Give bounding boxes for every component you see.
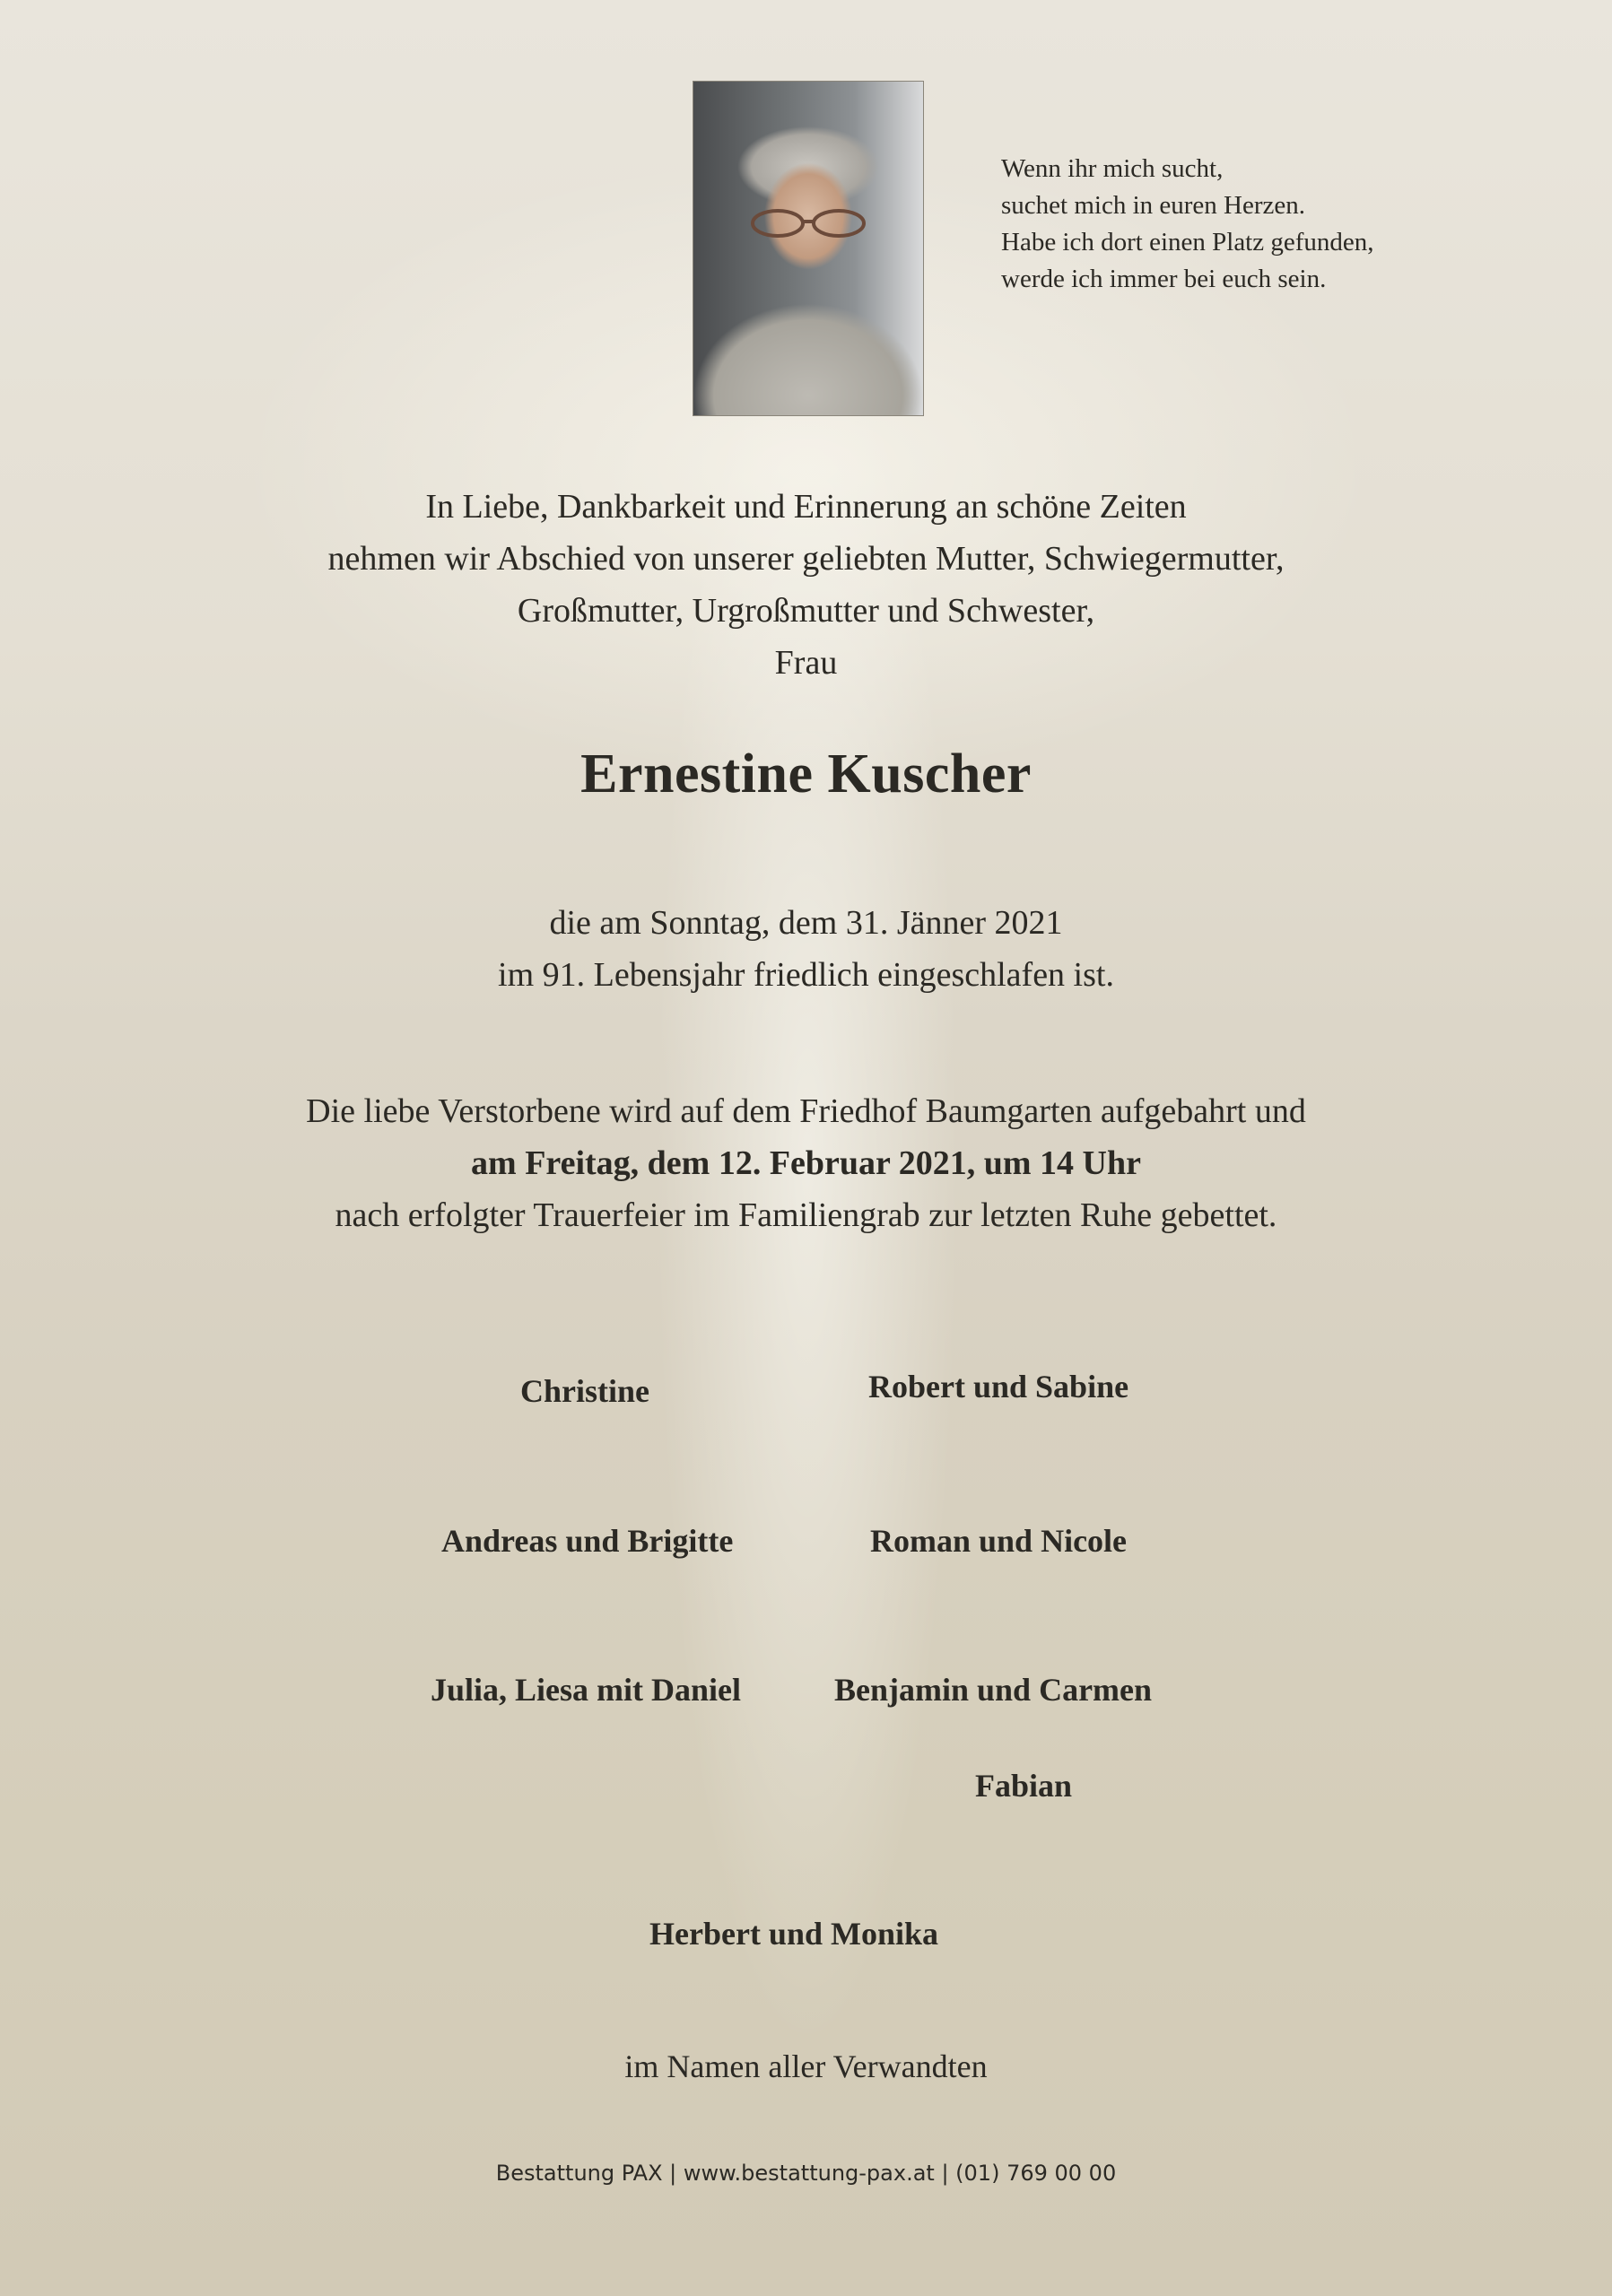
quote-line: suchet mich in euren Herzen. <box>1001 191 1305 220</box>
death-notice-text <box>0 897 1612 1001</box>
funeral-line: nach erfolgter Trauerfeier im Familiengrab zur letzten Ruhe gebettet. <box>335 1196 1277 1234</box>
funeral-home-footer: Bestattung PAX | www.bestattung-pax.at | (01) 769 00 00 <box>495 2161 1117 2186</box>
death-line: die am Sonntag, dem 31. Jänner 2021 <box>549 904 1063 942</box>
intro-line: Frau <box>774 644 838 682</box>
mourner-herbert-monika: Herbert und Monika <box>649 1916 939 1952</box>
funeral-text <box>0 1085 1612 1241</box>
mourner-benjamin-carmen: Benjamin und Carmen <box>834 1672 1153 1708</box>
memorial-quote <box>1001 151 1539 298</box>
intro-line: In Liebe, Dankbarkeit und Erinnerung an schöne Zeiten <box>425 488 1187 526</box>
funeral-line: Die liebe Verstorbene wird auf dem Friedhof Baumgarten aufgebahrt und <box>306 1092 1306 1130</box>
funeral-date-line: am Freitag, dem 12. Februar 2021, um 14 Uhr <box>471 1144 1141 1182</box>
mourner-robert-sabine: Robert und Sabine <box>868 1369 1129 1405</box>
portrait-photo <box>693 81 924 416</box>
mourner-roman-nicole: Roman und Nicole <box>870 1523 1128 1559</box>
quote-line: Wenn ihr mich sucht, <box>1001 154 1224 183</box>
intro-text <box>0 481 1612 689</box>
intro-line: nehmen wir Abschied von unserer geliebten Mutter, Schwiegermutter, <box>327 540 1285 578</box>
intro-line: Großmutter, Urgroßmutter und Schwester, <box>517 592 1095 630</box>
mourner-christine: Christine <box>520 1373 649 1409</box>
quote-line: Habe ich dort einen Platz gefunden, <box>1001 228 1374 257</box>
death-line: im 91. Lebensjahr friedlich eingeschlafen ist. <box>498 956 1114 994</box>
mourner-fabian: Fabian <box>975 1768 1073 1804</box>
glasses-graphic <box>747 207 869 239</box>
mourner-julia-liesa-daniel: Julia, Liesa mit Daniel <box>431 1672 742 1708</box>
deceased-name: Ernestine Kuscher <box>580 744 1032 804</box>
quote-line: werde ich immer bei euch sein. <box>1001 265 1327 293</box>
mourner-andreas-brigitte: Andreas und Brigitte <box>441 1523 734 1559</box>
closing-line: im Namen aller Verwandten <box>624 2048 988 2084</box>
